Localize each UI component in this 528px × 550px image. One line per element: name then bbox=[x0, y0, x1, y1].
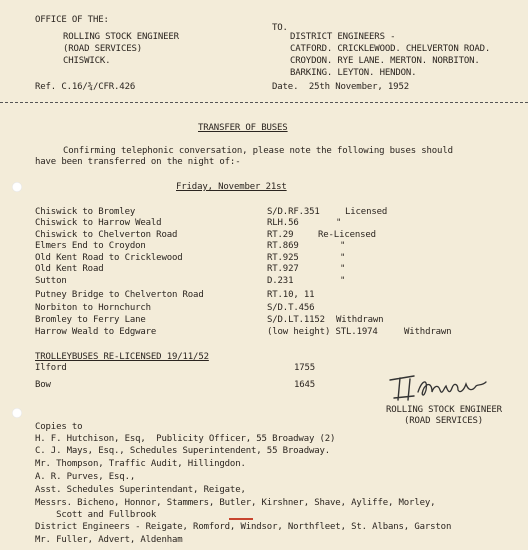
transfer-note: Withdrawn bbox=[336, 315, 384, 325]
transfer-note: " bbox=[340, 253, 346, 263]
punch-hole-bottom bbox=[12, 408, 22, 418]
memo-title: TRANSFER OF BUSES bbox=[198, 123, 288, 133]
to-line-1: DISTRICT ENGINEERS - bbox=[290, 32, 396, 42]
transfer-bus: RT.927 bbox=[267, 264, 299, 274]
trolleybus-depot: Ilford bbox=[35, 363, 67, 373]
transfer-bus: RT.29 bbox=[267, 230, 294, 240]
transfer-note: Licensed bbox=[345, 207, 388, 217]
transfer-bus: D.231 bbox=[267, 276, 294, 286]
transfer-route: Harrow Weald to Edgware bbox=[35, 327, 157, 337]
transfer-note: " bbox=[340, 241, 346, 251]
from-road-services: (ROAD SERVICES) bbox=[63, 44, 143, 54]
from-location: CHISWICK. bbox=[63, 56, 111, 66]
red-pencil-mark bbox=[229, 518, 253, 520]
transfer-route: Norbiton to Hornchurch bbox=[35, 303, 151, 313]
intro-line-1: Confirming telephonic conversation, please note the following buses should bbox=[63, 146, 453, 156]
transfer-route: Old Kent Road to Cricklewood bbox=[35, 253, 183, 263]
transfer-bus: S/D.RF.351 bbox=[267, 207, 320, 217]
transfer-bus: RT.925 bbox=[267, 253, 299, 263]
trolleybus-number: 1645 bbox=[294, 380, 316, 390]
transfer-route: Chiswick to Harrow Weald bbox=[35, 218, 162, 228]
transfer-bus: RT.10, 11 bbox=[267, 290, 315, 300]
copy-recipient: Mr. Fuller, Advert, Aldenham bbox=[35, 535, 183, 545]
trolleybus-number: 1755 bbox=[294, 363, 316, 373]
transfer-bus: RLH.56 bbox=[267, 218, 299, 228]
memo-date: Date. 25th November, 1952 bbox=[272, 82, 409, 92]
transfer-note: Re-Licensed bbox=[318, 230, 376, 240]
signature-title-1: ROLLING STOCK ENGINEER bbox=[386, 405, 502, 415]
transfer-route: Sutton bbox=[35, 276, 67, 286]
to-line-2: CATFORD. CRICKLEWOOD. CHELVERTON ROAD. bbox=[290, 44, 491, 54]
handwritten-signature bbox=[384, 370, 494, 404]
punch-hole-top bbox=[12, 182, 22, 192]
copy-recipient: Mr. Thompson, Traffic Audit, Hillingdon. bbox=[35, 459, 246, 469]
transfer-route: Chiswick to Chelverton Road bbox=[35, 230, 178, 240]
reference-number: Ref. C.16/¾/CFR.426 bbox=[35, 82, 136, 92]
transfer-route: Putney Bridge to Chelverton Road bbox=[35, 290, 204, 300]
to-line-4: BARKING. LEYTON. HENDON. bbox=[290, 68, 417, 78]
transfer-route: Bromley to Ferry Lane bbox=[35, 315, 146, 325]
from-department: ROLLING STOCK ENGINEER bbox=[63, 32, 179, 42]
intro-line-2: have been transferred on the night of:- bbox=[35, 157, 241, 167]
to-line-3: CROYDON. RYE LANE. MERTON. NORBITON. bbox=[290, 56, 480, 66]
trolleybus-depot: Bow bbox=[35, 380, 51, 390]
copy-recipient: Scott and Fullbrook bbox=[35, 510, 157, 520]
transfer-note: " bbox=[336, 218, 342, 228]
transfer-bus: S/D.LT.1152 bbox=[267, 315, 325, 325]
transfer-bus: RT.869 bbox=[267, 241, 299, 251]
copy-recipient: A. R. Purves, Esq., bbox=[35, 472, 136, 482]
copy-recipient: District Engineers - Reigate, Romford, Windsor, Northfleet, St. Albans, Garston bbox=[35, 522, 452, 532]
transfer-note: Withdrawn bbox=[404, 327, 452, 337]
copy-recipient: Messrs. Bicheno, Honnor, Stammers, Butler, Kirshner, Shave, Ayliffe, Morley, bbox=[35, 498, 436, 508]
transfer-date-heading: Friday, November 21st bbox=[176, 182, 287, 192]
transfer-bus: S/D.T.456 bbox=[267, 303, 315, 313]
transfer-route: Chiswick to Bromley bbox=[35, 207, 136, 217]
header-divider bbox=[0, 102, 528, 103]
transfer-note: " bbox=[340, 264, 346, 274]
copy-recipient: Asst. Schedules Superintendant, Reigate, bbox=[35, 485, 246, 495]
transfer-route: Old Kent Road bbox=[35, 264, 104, 274]
trolleybus-heading: TROLLEYBUSES RE-LICENSED 19/11/52 bbox=[35, 352, 209, 362]
copies-heading: Copies to bbox=[35, 422, 83, 432]
copy-recipient: C. J. Mays, Esq., Schedules Superintendent, 55 Broadway. bbox=[35, 446, 331, 456]
transfer-note: " bbox=[340, 276, 346, 286]
from-office-label: OFFICE OF THE: bbox=[35, 15, 109, 25]
copy-recipient: H. F. Hutchison, Esq, Publicity Officer, 55 Broadway (2) bbox=[35, 434, 336, 444]
signature-title-2: (ROAD SERVICES) bbox=[404, 416, 484, 426]
transfer-route: Elmers End to Croydon bbox=[35, 241, 146, 251]
to-label: TO. bbox=[272, 23, 288, 33]
transfer-bus: (low height) STL.1974 bbox=[267, 327, 378, 337]
